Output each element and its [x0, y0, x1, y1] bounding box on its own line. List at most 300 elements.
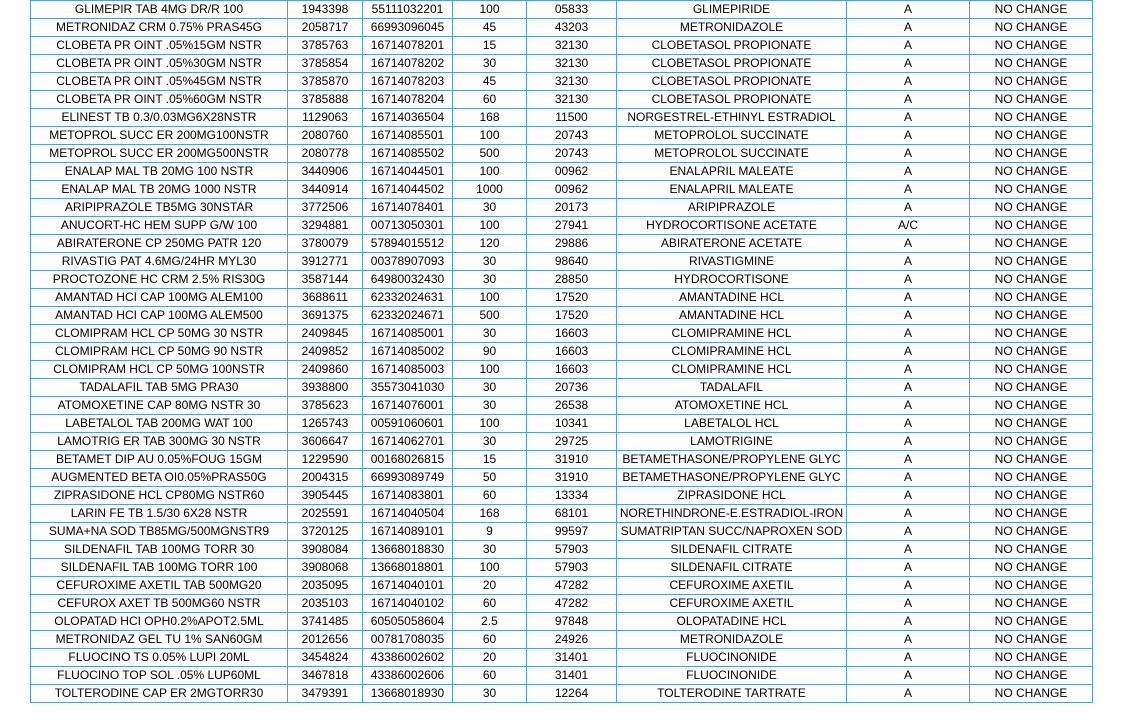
item-number-cell[interactable]: 1129063 — [288, 109, 363, 127]
generic-name-cell[interactable]: METRONIDAZOLE — [617, 19, 847, 37]
status-code-cell[interactable]: A — [847, 595, 970, 613]
package-size-cell[interactable]: 30 — [453, 541, 527, 559]
generic-name-cell[interactable]: TOLTERODINE TARTRATE — [617, 685, 847, 703]
ndc-cell[interactable]: 62332024631 — [363, 289, 453, 307]
item-number-cell[interactable]: 2025591 — [288, 505, 363, 523]
item-number-cell[interactable]: 3908068 — [288, 559, 363, 577]
ndc-cell[interactable]: 16714040101 — [363, 577, 453, 595]
drug-description-cell[interactable]: SILDENAFIL TAB 100MG TORR 100 — [31, 559, 288, 577]
ndc-cell[interactable]: 16714044502 — [363, 181, 453, 199]
drug-description-cell[interactable]: SILDENAFIL TAB 100MG TORR 30 — [31, 541, 288, 559]
item-number-cell[interactable]: 3785870 — [288, 73, 363, 91]
drug-description-cell[interactable]: LARIN FE TB 1.5/30 6X28 NSTR — [31, 505, 288, 523]
status-code-cell[interactable]: A — [847, 127, 970, 145]
generic-name-cell[interactable]: METRONIDAZOLE — [617, 631, 847, 649]
item-number-cell[interactable]: 2012656 — [288, 631, 363, 649]
generic-name-cell[interactable]: SILDENAFIL CITRATE — [617, 541, 847, 559]
gcn-cell[interactable]: 29725 — [527, 433, 617, 451]
package-size-cell[interactable]: 2.5 — [453, 613, 527, 631]
item-number-cell[interactable]: 3606647 — [288, 433, 363, 451]
gcn-cell[interactable]: 10341 — [527, 415, 617, 433]
package-size-cell[interactable]: 50 — [453, 469, 527, 487]
generic-name-cell[interactable]: CLOBETASOL PROPIONATE — [617, 91, 847, 109]
generic-name-cell[interactable]: ENALAPRIL MALEATE — [617, 163, 847, 181]
generic-name-cell[interactable]: METOPROLOL SUCCINATE — [617, 145, 847, 163]
package-size-cell[interactable]: 60 — [453, 91, 527, 109]
drug-description-cell[interactable]: CLOBETA PR OINT .05%45GM NSTR — [31, 73, 288, 91]
package-size-cell[interactable]: 30 — [453, 397, 527, 415]
drug-description-cell[interactable]: ENALAP MAL TB 20MG 1000 NSTR — [31, 181, 288, 199]
gcn-cell[interactable]: 97848 — [527, 613, 617, 631]
item-number-cell[interactable]: 2080778 — [288, 145, 363, 163]
item-number-cell[interactable]: 2058717 — [288, 19, 363, 37]
generic-name-cell[interactable]: ATOMOXETINE HCL — [617, 397, 847, 415]
gcn-cell[interactable]: 26538 — [527, 397, 617, 415]
ndc-cell[interactable]: 16714078204 — [363, 91, 453, 109]
status-code-cell[interactable]: A — [847, 91, 970, 109]
item-number-cell[interactable]: 3785888 — [288, 91, 363, 109]
generic-name-cell[interactable]: CLOBETASOL PROPIONATE — [617, 73, 847, 91]
ndc-cell[interactable]: 60505058604 — [363, 613, 453, 631]
generic-name-cell[interactable]: HYDROCORTISONE — [617, 271, 847, 289]
ndc-cell[interactable]: 16714040102 — [363, 595, 453, 613]
change-status-cell[interactable]: NO CHANGE — [970, 325, 1093, 343]
gcn-cell[interactable]: 00962 — [527, 181, 617, 199]
drug-description-cell[interactable]: METRONIDAZ GEL TU 1% SAN60GM — [31, 631, 288, 649]
drug-description-cell[interactable]: ELINEST TB 0.3/0.03MG6X28NSTR — [31, 109, 288, 127]
status-code-cell[interactable]: A — [847, 361, 970, 379]
ndc-cell[interactable]: 55111032201 — [363, 1, 453, 19]
status-code-cell[interactable]: A — [847, 451, 970, 469]
drug-description-cell[interactable]: METRONIDAZ CRM 0.75% PRAS45G — [31, 19, 288, 37]
ndc-cell[interactable]: 16714085002 — [363, 343, 453, 361]
change-status-cell[interactable]: NO CHANGE — [970, 487, 1093, 505]
package-size-cell[interactable]: 20 — [453, 649, 527, 667]
gcn-cell[interactable]: 47282 — [527, 577, 617, 595]
change-status-cell[interactable]: NO CHANGE — [970, 127, 1093, 145]
gcn-cell[interactable]: 20173 — [527, 199, 617, 217]
status-code-cell[interactable]: A — [847, 523, 970, 541]
gcn-cell[interactable]: 13334 — [527, 487, 617, 505]
change-status-cell[interactable]: NO CHANGE — [970, 397, 1093, 415]
gcn-cell[interactable]: 98640 — [527, 253, 617, 271]
change-status-cell[interactable]: NO CHANGE — [970, 271, 1093, 289]
drug-description-cell[interactable]: ABIRATERONE CP 250MG PATR 120 — [31, 235, 288, 253]
status-code-cell[interactable]: A — [847, 613, 970, 631]
drug-description-cell[interactable]: TADALAFIL TAB 5MG PRA30 — [31, 379, 288, 397]
status-code-cell[interactable]: A — [847, 577, 970, 595]
status-code-cell[interactable]: A — [847, 397, 970, 415]
change-status-cell[interactable]: NO CHANGE — [970, 523, 1093, 541]
drug-description-cell[interactable]: CLOMIPRAM HCL CP 50MG 100NSTR — [31, 361, 288, 379]
gcn-cell[interactable]: 32130 — [527, 73, 617, 91]
ndc-cell[interactable]: 16714085502 — [363, 145, 453, 163]
gcn-cell[interactable]: 47282 — [527, 595, 617, 613]
item-number-cell[interactable]: 3785854 — [288, 55, 363, 73]
change-status-cell[interactable]: NO CHANGE — [970, 541, 1093, 559]
status-code-cell[interactable]: A — [847, 37, 970, 55]
change-status-cell[interactable]: NO CHANGE — [970, 235, 1093, 253]
drug-description-cell[interactable]: METOPROL SUCC ER 200MG500NSTR — [31, 145, 288, 163]
status-code-cell[interactable]: A — [847, 145, 970, 163]
drug-description-cell[interactable]: CEFUROX AXET TB 500MG60 NSTR — [31, 595, 288, 613]
package-size-cell[interactable]: 100 — [453, 361, 527, 379]
item-number-cell[interactable]: 3905445 — [288, 487, 363, 505]
package-size-cell[interactable]: 100 — [453, 1, 527, 19]
gcn-cell[interactable]: 11500 — [527, 109, 617, 127]
drug-description-cell[interactable]: ANUCORT-HC HEM SUPP G/W 100 — [31, 217, 288, 235]
package-size-cell[interactable]: 60 — [453, 487, 527, 505]
generic-name-cell[interactable]: METOPROLOL SUCCINATE — [617, 127, 847, 145]
ndc-cell[interactable]: 00781708035 — [363, 631, 453, 649]
generic-name-cell[interactable]: LAMOTRIGINE — [617, 433, 847, 451]
status-code-cell[interactable]: A — [847, 631, 970, 649]
gcn-cell[interactable]: 32130 — [527, 37, 617, 55]
gcn-cell[interactable]: 57903 — [527, 541, 617, 559]
item-number-cell[interactable]: 3440906 — [288, 163, 363, 181]
ndc-cell[interactable]: 57894015512 — [363, 235, 453, 253]
generic-name-cell[interactable]: SILDENAFIL CITRATE — [617, 559, 847, 577]
change-status-cell[interactable]: NO CHANGE — [970, 199, 1093, 217]
change-status-cell[interactable]: NO CHANGE — [970, 37, 1093, 55]
drug-description-cell[interactable]: BETAMET DIP AU 0.05%FOUG 15GM — [31, 451, 288, 469]
status-code-cell[interactable]: A — [847, 1, 970, 19]
generic-name-cell[interactable]: GLIMEPIRIDE — [617, 1, 847, 19]
drug-description-cell[interactable]: METOPROL SUCC ER 200MG100NSTR — [31, 127, 288, 145]
gcn-cell[interactable]: 20743 — [527, 127, 617, 145]
change-status-cell[interactable]: NO CHANGE — [970, 667, 1093, 685]
ndc-cell[interactable]: 13668018830 — [363, 541, 453, 559]
change-status-cell[interactable]: NO CHANGE — [970, 217, 1093, 235]
generic-name-cell[interactable]: CLOMIPRAMINE HCL — [617, 325, 847, 343]
package-size-cell[interactable]: 100 — [453, 127, 527, 145]
change-status-cell[interactable]: NO CHANGE — [970, 469, 1093, 487]
gcn-cell[interactable]: 31401 — [527, 667, 617, 685]
generic-name-cell[interactable]: FLUOCINONIDE — [617, 667, 847, 685]
ndc-cell[interactable]: 66993096045 — [363, 19, 453, 37]
change-status-cell[interactable]: NO CHANGE — [970, 649, 1093, 667]
ndc-cell[interactable]: 16714036504 — [363, 109, 453, 127]
generic-name-cell[interactable]: OLOPATADINE HCL — [617, 613, 847, 631]
package-size-cell[interactable]: 100 — [453, 163, 527, 181]
gcn-cell[interactable]: 27941 — [527, 217, 617, 235]
item-number-cell[interactable]: 2035095 — [288, 577, 363, 595]
status-code-cell[interactable]: A — [847, 343, 970, 361]
item-number-cell[interactable]: 3785623 — [288, 397, 363, 415]
status-code-cell[interactable]: A — [847, 307, 970, 325]
generic-name-cell[interactable]: ABIRATERONE ACETATE — [617, 235, 847, 253]
item-number-cell[interactable]: 3780079 — [288, 235, 363, 253]
gcn-cell[interactable]: 16603 — [527, 325, 617, 343]
ndc-cell[interactable]: 62332024671 — [363, 307, 453, 325]
status-code-cell[interactable]: A — [847, 685, 970, 703]
gcn-cell[interactable]: 24926 — [527, 631, 617, 649]
item-number-cell[interactable]: 2409860 — [288, 361, 363, 379]
package-size-cell[interactable]: 90 — [453, 343, 527, 361]
package-size-cell[interactable]: 168 — [453, 505, 527, 523]
package-size-cell[interactable]: 120 — [453, 235, 527, 253]
generic-name-cell[interactable]: ENALAPRIL MALEATE — [617, 181, 847, 199]
generic-name-cell[interactable]: AMANTADINE HCL — [617, 289, 847, 307]
package-size-cell[interactable]: 30 — [453, 325, 527, 343]
gcn-cell[interactable]: 68101 — [527, 505, 617, 523]
item-number-cell[interactable]: 3454824 — [288, 649, 363, 667]
item-number-cell[interactable]: 2409845 — [288, 325, 363, 343]
gcn-cell[interactable]: 57903 — [527, 559, 617, 577]
change-status-cell[interactable]: NO CHANGE — [970, 55, 1093, 73]
change-status-cell[interactable]: NO CHANGE — [970, 307, 1093, 325]
drug-description-cell[interactable]: CLOMIPRAM HCL CP 50MG 30 NSTR — [31, 325, 288, 343]
package-size-cell[interactable]: 100 — [453, 217, 527, 235]
ndc-cell[interactable]: 16714078202 — [363, 55, 453, 73]
package-size-cell[interactable]: 30 — [453, 271, 527, 289]
ndc-cell[interactable]: 00168026815 — [363, 451, 453, 469]
drug-description-cell[interactable]: ZIPRASIDONE HCL CP80MG NSTR60 — [31, 487, 288, 505]
generic-name-cell[interactable]: BETAMETHASONE/PROPYLENE GLYC — [617, 451, 847, 469]
generic-name-cell[interactable]: ARIPIPRAZOLE — [617, 199, 847, 217]
package-size-cell[interactable]: 30 — [453, 433, 527, 451]
package-size-cell[interactable]: 30 — [453, 199, 527, 217]
change-status-cell[interactable]: NO CHANGE — [970, 433, 1093, 451]
item-number-cell[interactable]: 3467818 — [288, 667, 363, 685]
generic-name-cell[interactable]: HYDROCORTISONE ACETATE — [617, 217, 847, 235]
item-number-cell[interactable]: 1943398 — [288, 1, 363, 19]
ndc-cell[interactable]: 16714078203 — [363, 73, 453, 91]
status-code-cell[interactable]: A — [847, 379, 970, 397]
status-code-cell[interactable]: A/C — [847, 217, 970, 235]
status-code-cell[interactable]: A — [847, 649, 970, 667]
gcn-cell[interactable]: 31401 — [527, 649, 617, 667]
package-size-cell[interactable]: 30 — [453, 379, 527, 397]
generic-name-cell[interactable]: ZIPRASIDONE HCL — [617, 487, 847, 505]
gcn-cell[interactable]: 32130 — [527, 91, 617, 109]
package-size-cell[interactable]: 30 — [453, 685, 527, 703]
change-status-cell[interactable]: NO CHANGE — [970, 415, 1093, 433]
gcn-cell[interactable]: 32130 — [527, 55, 617, 73]
ndc-cell[interactable]: 13668018930 — [363, 685, 453, 703]
change-status-cell[interactable]: NO CHANGE — [970, 451, 1093, 469]
change-status-cell[interactable]: NO CHANGE — [970, 631, 1093, 649]
package-size-cell[interactable]: 60 — [453, 667, 527, 685]
status-code-cell[interactable]: A — [847, 253, 970, 271]
gcn-cell[interactable]: 29886 — [527, 235, 617, 253]
item-number-cell[interactable]: 3720125 — [288, 523, 363, 541]
ndc-cell[interactable]: 66993089749 — [363, 469, 453, 487]
ndc-cell[interactable]: 00378907093 — [363, 253, 453, 271]
status-code-cell[interactable]: A — [847, 271, 970, 289]
change-status-cell[interactable]: NO CHANGE — [970, 361, 1093, 379]
change-status-cell[interactable]: NO CHANGE — [970, 109, 1093, 127]
generic-name-cell[interactable]: CEFUROXIME AXETIL — [617, 595, 847, 613]
gcn-cell[interactable]: 31910 — [527, 451, 617, 469]
status-code-cell[interactable]: A — [847, 433, 970, 451]
generic-name-cell[interactable]: TADALAFIL — [617, 379, 847, 397]
ndc-cell[interactable]: 16714085501 — [363, 127, 453, 145]
status-code-cell[interactable]: A — [847, 181, 970, 199]
package-size-cell[interactable]: 20 — [453, 577, 527, 595]
drug-description-cell[interactable]: CEFUROXIME AXETIL TAB 500MG20 — [31, 577, 288, 595]
change-status-cell[interactable]: NO CHANGE — [970, 91, 1093, 109]
ndc-cell[interactable]: 16714085003 — [363, 361, 453, 379]
gcn-cell[interactable]: 16603 — [527, 343, 617, 361]
package-size-cell[interactable]: 30 — [453, 253, 527, 271]
package-size-cell[interactable]: 45 — [453, 19, 527, 37]
change-status-cell[interactable]: NO CHANGE — [970, 73, 1093, 91]
status-code-cell[interactable]: A — [847, 289, 970, 307]
item-number-cell[interactable]: 1229590 — [288, 451, 363, 469]
change-status-cell[interactable]: NO CHANGE — [970, 379, 1093, 397]
drug-description-cell[interactable]: AMANTAD HCI CAP 100MG ALEM100 — [31, 289, 288, 307]
gcn-cell[interactable]: 00962 — [527, 163, 617, 181]
status-code-cell[interactable]: A — [847, 559, 970, 577]
ndc-cell[interactable]: 43386002602 — [363, 649, 453, 667]
drug-description-cell[interactable]: AUGMENTED BETA OI0.05%PRAS50G — [31, 469, 288, 487]
package-size-cell[interactable]: 500 — [453, 307, 527, 325]
change-status-cell[interactable]: NO CHANGE — [970, 559, 1093, 577]
item-number-cell[interactable]: 3912771 — [288, 253, 363, 271]
change-status-cell[interactable]: NO CHANGE — [970, 253, 1093, 271]
status-code-cell[interactable]: A — [847, 55, 970, 73]
gcn-cell[interactable]: 31910 — [527, 469, 617, 487]
drug-description-cell[interactable]: OLOPATAD HCI OPH0.2%APOT2.5ML — [31, 613, 288, 631]
item-number-cell[interactable]: 1265743 — [288, 415, 363, 433]
ndc-cell[interactable]: 16714089101 — [363, 523, 453, 541]
gcn-cell[interactable]: 17520 — [527, 289, 617, 307]
generic-name-cell[interactable]: CLOMIPRAMINE HCL — [617, 361, 847, 379]
change-status-cell[interactable]: NO CHANGE — [970, 577, 1093, 595]
generic-name-cell[interactable]: CLOBETASOL PROPIONATE — [617, 55, 847, 73]
status-code-cell[interactable]: A — [847, 73, 970, 91]
drug-description-cell[interactable]: TOLTERODINE CAP ER 2MGTORR30 — [31, 685, 288, 703]
item-number-cell[interactable]: 3908084 — [288, 541, 363, 559]
gcn-cell[interactable]: 99597 — [527, 523, 617, 541]
item-number-cell[interactable]: 3785763 — [288, 37, 363, 55]
gcn-cell[interactable]: 16603 — [527, 361, 617, 379]
ndc-cell[interactable]: 35573041030 — [363, 379, 453, 397]
package-size-cell[interactable]: 60 — [453, 595, 527, 613]
item-number-cell[interactable]: 2004315 — [288, 469, 363, 487]
drug-description-cell[interactable]: AMANTAD HCI CAP 100MG ALEM500 — [31, 307, 288, 325]
gcn-cell[interactable]: 17520 — [527, 307, 617, 325]
change-status-cell[interactable]: NO CHANGE — [970, 163, 1093, 181]
change-status-cell[interactable]: NO CHANGE — [970, 19, 1093, 37]
generic-name-cell[interactable]: NORETHINDRONE-E.ESTRADIOL-IRON — [617, 505, 847, 523]
generic-name-cell[interactable]: NORGESTREL-ETHINYL ESTRADIOL — [617, 109, 847, 127]
drug-description-cell[interactable]: FLUOCINO TOP SOL .05% LUP60ML — [31, 667, 288, 685]
drug-description-cell[interactable]: PROCTOZONE HC CRM 2.5% RIS30G — [31, 271, 288, 289]
ndc-cell[interactable]: 00591060601 — [363, 415, 453, 433]
package-size-cell[interactable]: 15 — [453, 451, 527, 469]
item-number-cell[interactable]: 3440914 — [288, 181, 363, 199]
generic-name-cell[interactable]: CEFUROXIME AXETIL — [617, 577, 847, 595]
item-number-cell[interactable]: 3741485 — [288, 613, 363, 631]
change-status-cell[interactable]: NO CHANGE — [970, 181, 1093, 199]
generic-name-cell[interactable]: CLOMIPRAMINE HCL — [617, 343, 847, 361]
status-code-cell[interactable]: A — [847, 325, 970, 343]
ndc-cell[interactable]: 16714062701 — [363, 433, 453, 451]
generic-name-cell[interactable]: RIVASTIGMINE — [617, 253, 847, 271]
change-status-cell[interactable]: NO CHANGE — [970, 1, 1093, 19]
drug-description-cell[interactable]: FLUOCINO TS 0.05% LUPI 20ML — [31, 649, 288, 667]
ndc-cell[interactable]: 00713050301 — [363, 217, 453, 235]
drug-description-cell[interactable]: RIVASTIG PAT 4.6MG/24HR MYL30 — [31, 253, 288, 271]
drug-description-cell[interactable]: CLOBETA PR OINT .05%30GM NSTR — [31, 55, 288, 73]
drug-description-cell[interactable]: ARIPIPRAZOLE TB5MG 30NSTAR — [31, 199, 288, 217]
generic-name-cell[interactable]: BETAMETHASONE/PROPYLENE GLYC — [617, 469, 847, 487]
drug-description-cell[interactable]: GLIMEPIR TAB 4MG DR/R 100 — [31, 1, 288, 19]
item-number-cell[interactable]: 3772506 — [288, 199, 363, 217]
ndc-cell[interactable]: 16714040504 — [363, 505, 453, 523]
package-size-cell[interactable]: 500 — [453, 145, 527, 163]
item-number-cell[interactable]: 2409852 — [288, 343, 363, 361]
drug-description-cell[interactable]: LAMOTRIG ER TAB 300MG 30 NSTR — [31, 433, 288, 451]
gcn-cell[interactable]: 05833 — [527, 1, 617, 19]
item-number-cell[interactable]: 2080760 — [288, 127, 363, 145]
item-number-cell[interactable]: 3294881 — [288, 217, 363, 235]
generic-name-cell[interactable]: AMANTADINE HCL — [617, 307, 847, 325]
drug-description-cell[interactable]: CLOMIPRAM HCL CP 50MG 90 NSTR — [31, 343, 288, 361]
drug-description-cell[interactable]: CLOBETA PR OINT .05%15GM NSTR — [31, 37, 288, 55]
change-status-cell[interactable]: NO CHANGE — [970, 595, 1093, 613]
gcn-cell[interactable]: 28850 — [527, 271, 617, 289]
status-code-cell[interactable]: A — [847, 109, 970, 127]
change-status-cell[interactable]: NO CHANGE — [970, 343, 1093, 361]
generic-name-cell[interactable]: LABETALOL HCL — [617, 415, 847, 433]
change-status-cell[interactable]: NO CHANGE — [970, 613, 1093, 631]
item-number-cell[interactable]: 3479391 — [288, 685, 363, 703]
status-code-cell[interactable]: A — [847, 505, 970, 523]
change-status-cell[interactable]: NO CHANGE — [970, 685, 1093, 703]
status-code-cell[interactable]: A — [847, 487, 970, 505]
package-size-cell[interactable]: 9 — [453, 523, 527, 541]
ndc-cell[interactable]: 16714078401 — [363, 199, 453, 217]
item-number-cell[interactable]: 2035103 — [288, 595, 363, 613]
package-size-cell[interactable]: 100 — [453, 559, 527, 577]
gcn-cell[interactable]: 20743 — [527, 145, 617, 163]
package-size-cell[interactable]: 45 — [453, 73, 527, 91]
drug-description-cell[interactable]: SUMA+NA SOD TB85MG/500MGNSTR9 — [31, 523, 288, 541]
ndc-cell[interactable]: 16714085001 — [363, 325, 453, 343]
drug-description-cell[interactable]: ENALAP MAL TB 20MG 100 NSTR — [31, 163, 288, 181]
ndc-cell[interactable]: 16714044501 — [363, 163, 453, 181]
package-size-cell[interactable]: 15 — [453, 37, 527, 55]
status-code-cell[interactable]: A — [847, 163, 970, 181]
package-size-cell[interactable]: 100 — [453, 415, 527, 433]
status-code-cell[interactable]: A — [847, 235, 970, 253]
status-code-cell[interactable]: A — [847, 199, 970, 217]
ndc-cell[interactable]: 13668018801 — [363, 559, 453, 577]
package-size-cell[interactable]: 100 — [453, 289, 527, 307]
generic-name-cell[interactable]: FLUOCINONIDE — [617, 649, 847, 667]
package-size-cell[interactable]: 30 — [453, 55, 527, 73]
status-code-cell[interactable]: A — [847, 19, 970, 37]
generic-name-cell[interactable]: CLOBETASOL PROPIONATE — [617, 37, 847, 55]
generic-name-cell[interactable]: SUMATRIPTAN SUCC/NAPROXEN SOD — [617, 523, 847, 541]
status-code-cell[interactable]: A — [847, 415, 970, 433]
change-status-cell[interactable]: NO CHANGE — [970, 505, 1093, 523]
ndc-cell[interactable]: 16714078201 — [363, 37, 453, 55]
gcn-cell[interactable]: 43203 — [527, 19, 617, 37]
item-number-cell[interactable]: 3691375 — [288, 307, 363, 325]
item-number-cell[interactable]: 3938800 — [288, 379, 363, 397]
gcn-cell[interactable]: 20736 — [527, 379, 617, 397]
gcn-cell[interactable]: 12264 — [527, 685, 617, 703]
change-status-cell[interactable]: NO CHANGE — [970, 289, 1093, 307]
ndc-cell[interactable]: 43386002606 — [363, 667, 453, 685]
status-code-cell[interactable]: A — [847, 667, 970, 685]
ndc-cell[interactable]: 64980032430 — [363, 271, 453, 289]
package-size-cell[interactable]: 60 — [453, 631, 527, 649]
